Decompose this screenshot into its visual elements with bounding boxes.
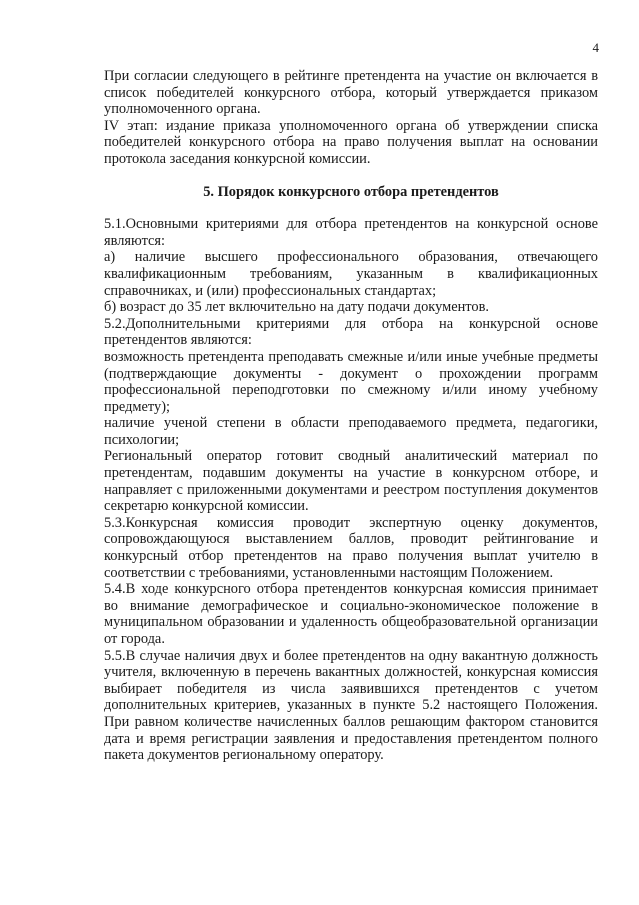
spacer [104, 168, 598, 184]
paragraph-5-1: 5.1.Основными критериями для отбора претендентов на конкурсной основе являются: [104, 216, 598, 249]
page-content [104, 68, 598, 764]
paragraph-5-1-b: б) возраст до 35 лет включительно на дату подачи документов. [104, 299, 489, 316]
paragraph-5-1-a: а) наличие высшего профессионального образования, отвечающего квалификационным требованиям, указанным в квалификационных справочниках, и (или) профессиональных стандартах; [104, 249, 598, 299]
paragraph-5-4: 5.4.В ходе конкурсного отбора претендентов конкурсная комиссия принимает во внимание демографическое и социально-экономическое положение в муниципальном образовании и удаленность общеобразовательной организации от города. [104, 581, 598, 647]
spacer [104, 200, 598, 216]
paragraph-regional-operator: Региональный оператор готовит сводный аналитический материал по претендентам, подавшим документы на участие в конкурсном отборе, и направляет с приложенными документами и реестром поступления документов секретарю конкурсной комиссии. [104, 448, 598, 515]
paragraph-5-5: 5.5.В случае наличия двух и более претендентов на одну вакантную должность учителя, включенную в перечень вакантных должностей, конкурсная комиссия выбирает победителя из числа заявившихся претендентов с учетом дополнительных критериев, указанных в пункте 5.2 настоящего Положения. При равном количестве начисленных баллов решающим фактором становится дата и время регистрации заявления и предоставления претендентом полного пакета документов региональному оператору. [104, 647, 598, 764]
paragraph-5-2: 5.2.Дополнительными критериями для отбора на конкурсной основе претендентов являются: [104, 315, 598, 349]
paragraph-5-2-item-2: наличие ученой степени в области преподаваемого предмета, педагогики, психологии; [104, 415, 598, 448]
page-number: 4 [592, 40, 599, 55]
section-heading: 5. Порядок конкурсного отбора претендентов [203, 183, 499, 200]
intro-paragraph-1: При согласии следующего в рейтинге претендента на участие он включается в список победителей конкурсного отбора, который утверждается приказом уполномоченного органа. [104, 68, 598, 118]
intro-paragraph-2: IV этап: издание приказа уполномоченного органа об утверждении списка победителей конкурсного отбора на право получения выплат на основании протокола заседания конкурсной комиссии. [104, 117, 598, 167]
paragraph-5-3: 5.3.Конкурсная комиссия проводит экспертную оценку документов, сопровождающуюся выставлением баллов, проводит рейтингование и конкурсный отбор претендентов на право получения выплат учителю в соответствии с требованиями, установленными настоящим Положением. [104, 514, 598, 581]
paragraph-5-2-item-1: возможность претендента преподавать смежные и/или иные учебные предметы (подтверждающие документы - документ о прохождении программ профессиональной переподготовки по смежному и/или иному учебному предмету); [104, 348, 598, 415]
